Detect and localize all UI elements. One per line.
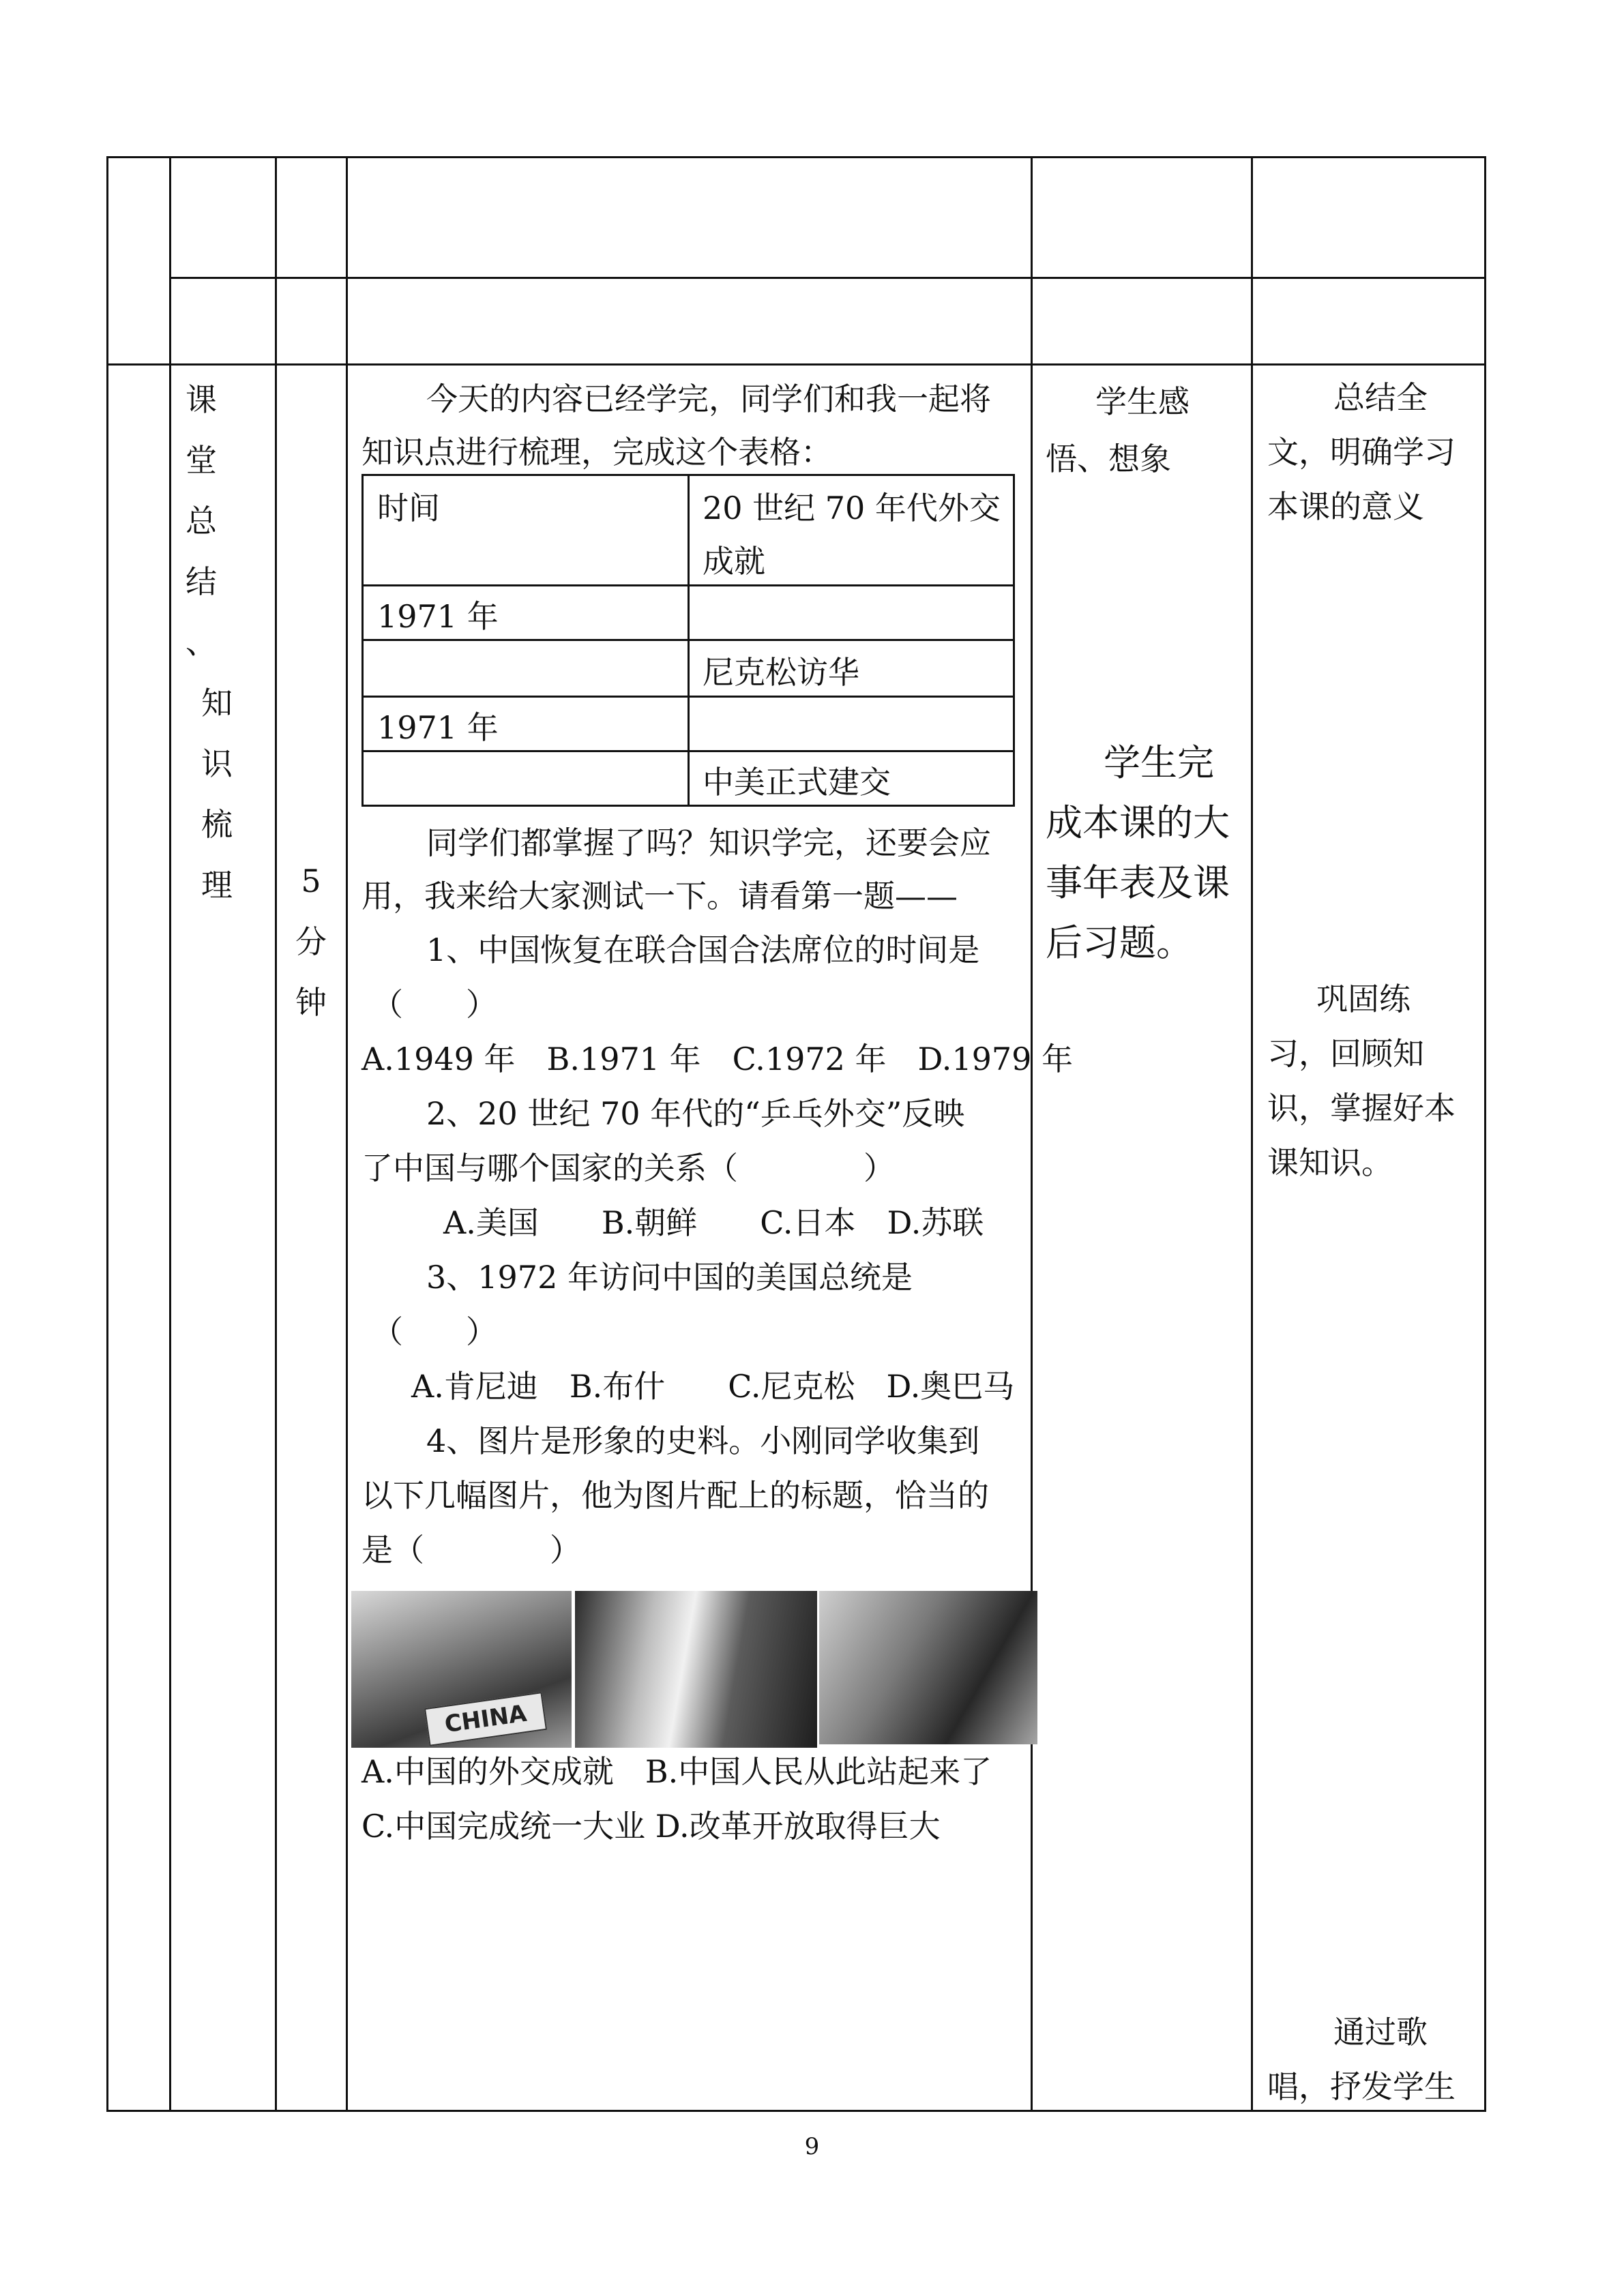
student-activity-2: 事年表及课 xyxy=(1046,861,1230,904)
intro-line-2: 知识点进行梳理，完成这个表格： xyxy=(361,434,832,471)
stage-char: 理 xyxy=(201,867,233,904)
inner-table-left xyxy=(361,474,364,807)
stage-time xyxy=(291,851,331,1033)
intent-block-1: 总结全 xyxy=(1333,379,1428,416)
student-activity-2: 成本课的大 xyxy=(1046,801,1230,844)
question-4: 4、图片是形象的史料。小刚同学收集到 xyxy=(426,1422,980,1459)
col-divider-2 xyxy=(275,156,277,2112)
intent-block-3: 唱，抒发学生 xyxy=(1267,2068,1456,2105)
inner-table-right xyxy=(1013,474,1015,807)
stage-name xyxy=(181,370,233,916)
inner-row-divider xyxy=(169,277,1486,279)
question-3: 3、1972 年访问中国的美国总统是 xyxy=(426,1259,913,1296)
stage-char: 结 xyxy=(186,563,217,600)
col-divider-1 xyxy=(169,156,171,2112)
intent-block-3: 通过歌 xyxy=(1333,2014,1428,2051)
question-1: （ ） xyxy=(372,986,497,1023)
student-activity-2: 后习题。 xyxy=(1046,921,1193,964)
table-top-border xyxy=(107,156,1486,158)
intent-block-1: 文，明确学习 xyxy=(1267,434,1456,471)
table-right-border xyxy=(1484,156,1486,2112)
after-table-line-2: 用，我来给大家测试一下。请看第一题—— xyxy=(361,878,958,914)
inner-row-event: 中美正式建交 xyxy=(703,764,891,801)
photo-handshake xyxy=(819,1591,1037,1744)
photo-un-seat xyxy=(351,1591,572,1748)
question-2: 2、20 世纪 70 年代的“乒乓外交”反映 xyxy=(426,1095,965,1132)
stage-char: 总 xyxy=(186,503,217,539)
stage-char: 、 xyxy=(186,624,217,661)
intent-block-2: 识，掌握好本 xyxy=(1267,1090,1456,1127)
question-4-options: A.中国的外交成就 B.中国人民从此站起来了 xyxy=(361,1753,992,1790)
row-divider xyxy=(107,363,1486,366)
stage-char: 梳 xyxy=(201,806,233,843)
time-char: 5 xyxy=(301,863,321,899)
inner-header-event: 成就 xyxy=(703,543,765,580)
intent-block-2: 习，回顾知 xyxy=(1267,1035,1424,1072)
col-divider-3 xyxy=(346,156,348,2112)
intro-line-1: 今天的内容已经学完，同学们和我一起将 xyxy=(426,381,991,417)
col-divider-5 xyxy=(1251,156,1253,2112)
stage-char: 识 xyxy=(201,745,233,782)
inner-row-time: 1971 年 xyxy=(377,709,499,746)
photo-nixon-visit xyxy=(575,1591,817,1748)
stage-char: 课 xyxy=(186,381,217,418)
question-4: 以下几幅图片，他为图片配上的标题，恰当的 xyxy=(361,1477,989,1514)
intent-block-2: 巩固练 xyxy=(1316,981,1411,1017)
inner-header-event: 20 世纪 70 年代外交 xyxy=(703,490,1001,526)
question-2-options: A.美国 B.朝鲜 C.日本 D.苏联 xyxy=(443,1204,984,1241)
question-3-options: A.肯尼迪 B.布什 C.尼克松 D.奥巴马 xyxy=(411,1368,1015,1405)
china-sign: CHINA xyxy=(424,1692,547,1746)
question-3: （ ） xyxy=(372,1313,497,1350)
inner-table-mid xyxy=(688,474,690,807)
page-number: 9 xyxy=(804,2133,820,2160)
intent-block-1: 本课的意义 xyxy=(1267,488,1424,525)
stage-char: 知 xyxy=(201,685,233,721)
inner-row-time: 1971 年 xyxy=(377,598,499,635)
student-activity-2: 学生完 xyxy=(1104,741,1214,784)
after-table-line-1: 同学们都掌握了吗？知识学完，还要会应 xyxy=(426,824,991,861)
question-1: 1、中国恢复在联合国合法席位的时间是 xyxy=(426,931,980,968)
time-char: 分 xyxy=(295,923,327,960)
time-char: 钟 xyxy=(295,984,327,1021)
table-left-border xyxy=(106,156,108,2112)
inner-header-time: 时间 xyxy=(377,490,440,526)
question-2: 了中国与哪个国家的关系（ ） xyxy=(361,1150,895,1187)
question-1-options: A.1949 年 B.1971 年 C.1972 年 D.1979 年 xyxy=(361,1041,1074,1077)
student-activity-1: 学生感 xyxy=(1095,383,1190,420)
inner-row-event: 尼克松访华 xyxy=(703,654,859,691)
student-activity-1: 悟、想象 xyxy=(1046,441,1171,477)
stage-char: 堂 xyxy=(186,442,217,479)
intent-block-2: 课知识。 xyxy=(1267,1144,1393,1181)
question-4-options: C.中国完成统一大业 D.改革开放取得巨大 xyxy=(361,1808,941,1845)
col-divider-4 xyxy=(1031,156,1033,2112)
question-4: 是（ ） xyxy=(361,1532,581,1568)
